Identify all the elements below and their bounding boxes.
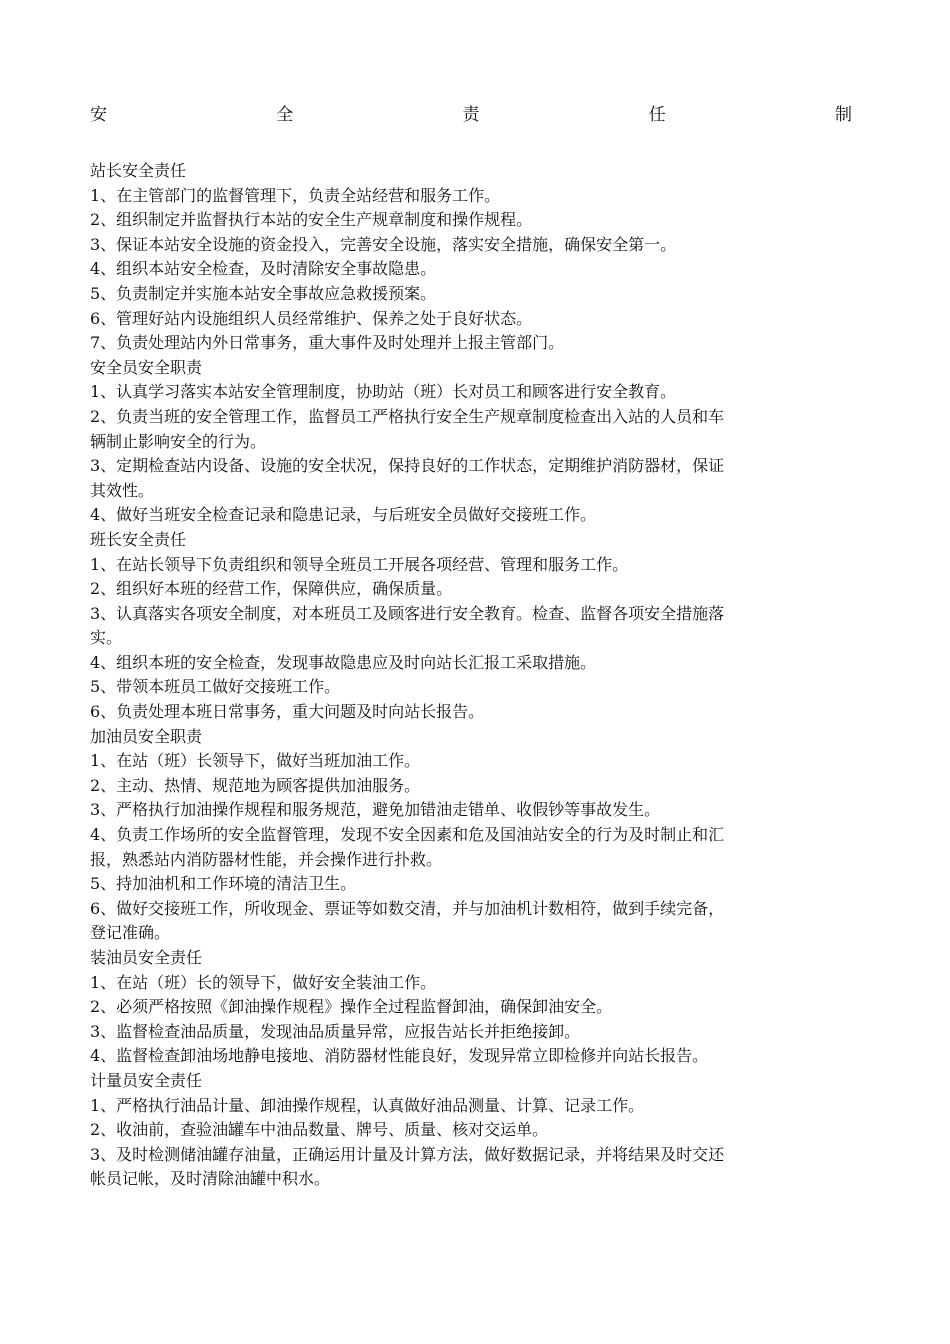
body-line: 1、认真学习落实本站安全管理制度，协助站（班）长对员工和顾客进行安全教育。	[90, 382, 677, 402]
section-heading: 安全员安全职责	[90, 357, 203, 377]
body-line: 登记准确。	[90, 923, 171, 943]
section-heading: 计量员安全责任	[90, 1070, 203, 1090]
body-line: 6、管理好站内设施组织人员经常维护、保养之处于良好状态。	[90, 308, 533, 328]
title-char: 全	[276, 105, 294, 125]
body-line: 1、在站长领导下负责组织和领导全班员工开展各项经营、管理和服务工作。	[90, 554, 629, 574]
body-line: 1、在站（班）长领导下，做好当班加油工作。	[90, 751, 421, 771]
body-line: 4、组织本班的安全检查，发现事故隐患应及时向站长汇报工采取措施。	[90, 652, 597, 672]
body-line: 3、保证本站安全设施的资金投入，完善安全设施，落实安全措施，确保安全第一。	[90, 234, 677, 254]
body-line: 其效性。	[90, 480, 155, 500]
body-line: 2、组织好本班的经营工作，保障供应，确保质量。	[90, 579, 453, 599]
title-char: 制	[835, 105, 852, 125]
body-line: 3、监督检查油品质量，发现油品质量异常，应报告站长并拒绝接卸。	[90, 1021, 581, 1041]
body-line: 3、认真落实各项安全制度，对本班员工及顾客进行安全教育。检查、监督各项安全措施落	[90, 603, 725, 623]
body-line: 2、组织制定并监督执行本站的安全生产规章制度和操作规程。	[90, 210, 533, 230]
body-line: 2、主动、热情、规范地为顾客提供加油服务。	[90, 775, 421, 795]
section-heading: 站长安全责任	[90, 161, 187, 180]
body-line: 1、在站（班）长的领导下，做好安全装油工作。	[90, 972, 437, 992]
body-line: 2、收油前，查验油罐车中油品数量、牌号、质量、核对交运单。	[90, 1120, 549, 1140]
body-line: 实。	[90, 628, 123, 648]
body-line: 5、持加油机和工作环境的清洁卫生。	[90, 874, 357, 894]
body-line: 4、监督检查卸油场地静电接地、消防器材性能良好，发现异常立即检修并向站长报告。	[90, 1046, 709, 1066]
section-heading: 加油员安全职责	[90, 726, 203, 746]
body-line: 3、严格执行加油操作规程和服务规范，避免加错油走错单、收假钞等事故发生。	[90, 800, 661, 820]
body-line: 5、带领本班员工做好交接班工作。	[90, 677, 341, 697]
document-title	[90, 102, 852, 128]
body-line: 4、负责工作场所的安全监督管理，发现不安全因素和危及国油站安全的行为及时制止和汇	[90, 825, 725, 845]
body-line: 6、负责处理本班日常事务，重大问题及时向站长报告。	[90, 702, 485, 722]
body-line: 4、组织本站安全检查，及时清除安全事故隐患。	[90, 259, 437, 279]
title-char: 安	[90, 105, 107, 125]
document-body	[90, 159, 852, 1192]
body-line: 5、负责制定并实施本站安全事故应急救援预案。	[90, 283, 437, 303]
title-char: 任	[648, 105, 666, 125]
body-line: 帐员记帐，及时清除油罐中积水。	[90, 1169, 331, 1189]
body-line: 2、负责当班的安全管理工作，监督员工严格执行安全生产规章制度检查出入站的人员和车	[90, 406, 725, 426]
body-line: 1、在主管部门的监督管理下，负责全站经营和服务工作。	[90, 185, 501, 205]
body-line: 1、严格执行油品计量、卸油操作规程，认真做好油品测量、计算、记录工作。	[90, 1095, 645, 1115]
section-heading: 班长安全责任	[90, 529, 187, 549]
body-line: 辆制止影响安全的行为。	[90, 431, 267, 451]
body-line: 报，熟悉站内消防器材性能，并会操作进行扑救。	[90, 849, 443, 869]
body-line: 7、负责处理站内外日常事务，重大事件及时处理并上报主管部门。	[90, 333, 565, 353]
title-char: 责	[462, 105, 480, 125]
body-line: 2、必须严格按照《卸油操作规程》操作全过程监督卸油，确保卸油安全。	[90, 997, 613, 1017]
section-heading: 装油员安全责任	[90, 948, 203, 967]
body-line: 6、做好交接班工作，所收现金、票证等如数交清，并与加油机计数相符，做到手续完备，	[90, 898, 725, 918]
body-line: 4、做好当班安全检查记录和隐患记录，与后班安全员做好交接班工作。	[90, 505, 597, 525]
body-line: 3、及时检测储油罐存油量，正确运用计量及计算方法，做好数据记录，并将结果及时交还	[90, 1144, 725, 1164]
body-line: 3、定期检查站内设备、设施的安全状况，保持良好的工作状态，定期维护消防器材，保证	[90, 456, 725, 476]
